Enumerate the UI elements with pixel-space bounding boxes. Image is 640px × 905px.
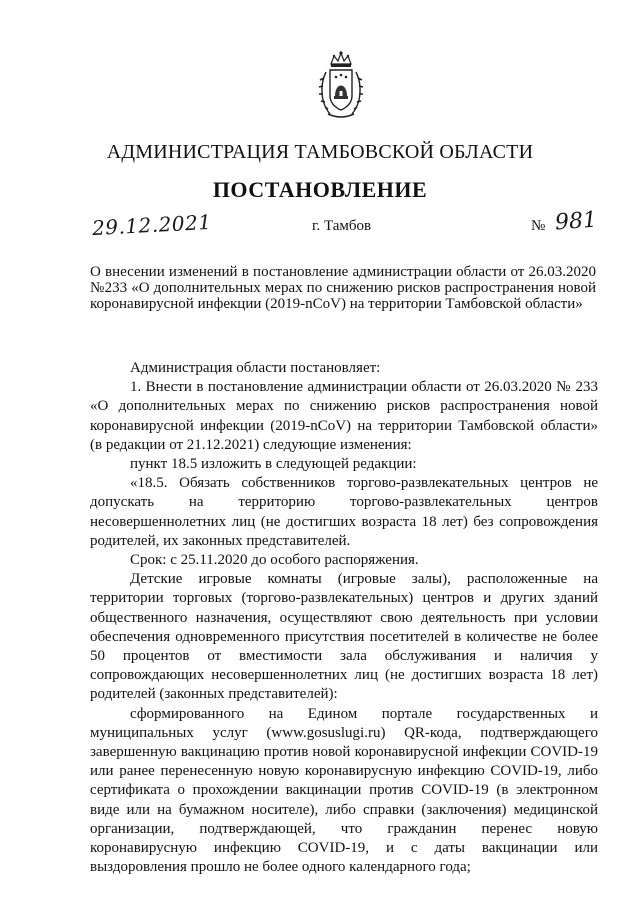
document-number-label: № [531, 218, 546, 234]
document-type-title: ПОСТАНОВЛЕНИЕ [212, 177, 428, 202]
document-subject: О внесении изменений в постановление администрации области от 26.03.2020 №233 «О дополнительных мерах по снижению рисков распространения новой коронавирусной инфекции (2019-nCoV) на территории Тамбовской области» [90, 264, 596, 312]
document-body [90, 359, 598, 877]
coat-of-arms-icon [318, 50, 364, 122]
body-paragraph: сформированного на Едином портале государственных и муниципальных услуг (www.gosuslugi.ru) QR-кода, подтверждающего завершенную вакцинацию против новой коронавирусной инфекции COVID-19 или ранее перенесенную новую коронавирусную инфекцию COVID-19, либо сертификата о прохождении вакцинации против COVID-19 (в электронном виде или на бумажном носителе), либо справки (заключения) медицинской организации, подтверждающей, что гражданин перенес новую коронавирусную инфекцию COVID-19, и с даты вакцинации или выздоровления прошло не более одного календарного года; [90, 705, 598, 876]
body-paragraph: «18.5. Обязать собственников торгово-развлекательных центров не допускать на территорию торгово-развлекательных центров несовершеннолетних лиц (не достигших возраста 18 лет) без сопровождения родителей, их законных представителей. [90, 475, 598, 549]
body-paragraph: Срок: с 25.11.2020 до особого распоряжения. [130, 552, 419, 569]
organization-title: АДМИНИСТРАЦИЯ ТАМБОВСКОЙ ОБЛАСТИ [106, 141, 534, 163]
body-paragraph: Администрация области постановляет: [130, 360, 381, 376]
body-paragraph: Детские игровые комнаты (игровые залы), расположенные на территории торговых (торгово-развлекательных) центров и других зданий общественного назначения, осуществляют свою деятельность при условии обеспечения одновременного присутствия посетителей в количестве не более 50 процентов от вместимости зала обслуживания и наличия у сопровождающих несовершеннолетних лиц (не достигших возраста 18 лет) родителей (законных представителей): [90, 571, 598, 703]
document-number: 981 [554, 207, 598, 236]
document-city: г. Тамбов [312, 218, 372, 234]
document-date: 29.12.2021 [91, 209, 213, 241]
body-paragraph: пункт 18.5 изложить в следующей редакции: [130, 456, 417, 473]
body-paragraph: 1. Внести в постановление администрации области от 26.03.2020 № 233 «О дополнительных мерах по снижению рисков распространения новой коронавирусной инфекции (2019-nCoV) на территории Тамбовской области» (в редакции от 21.12.2021) следующие изменения: [90, 379, 598, 453]
